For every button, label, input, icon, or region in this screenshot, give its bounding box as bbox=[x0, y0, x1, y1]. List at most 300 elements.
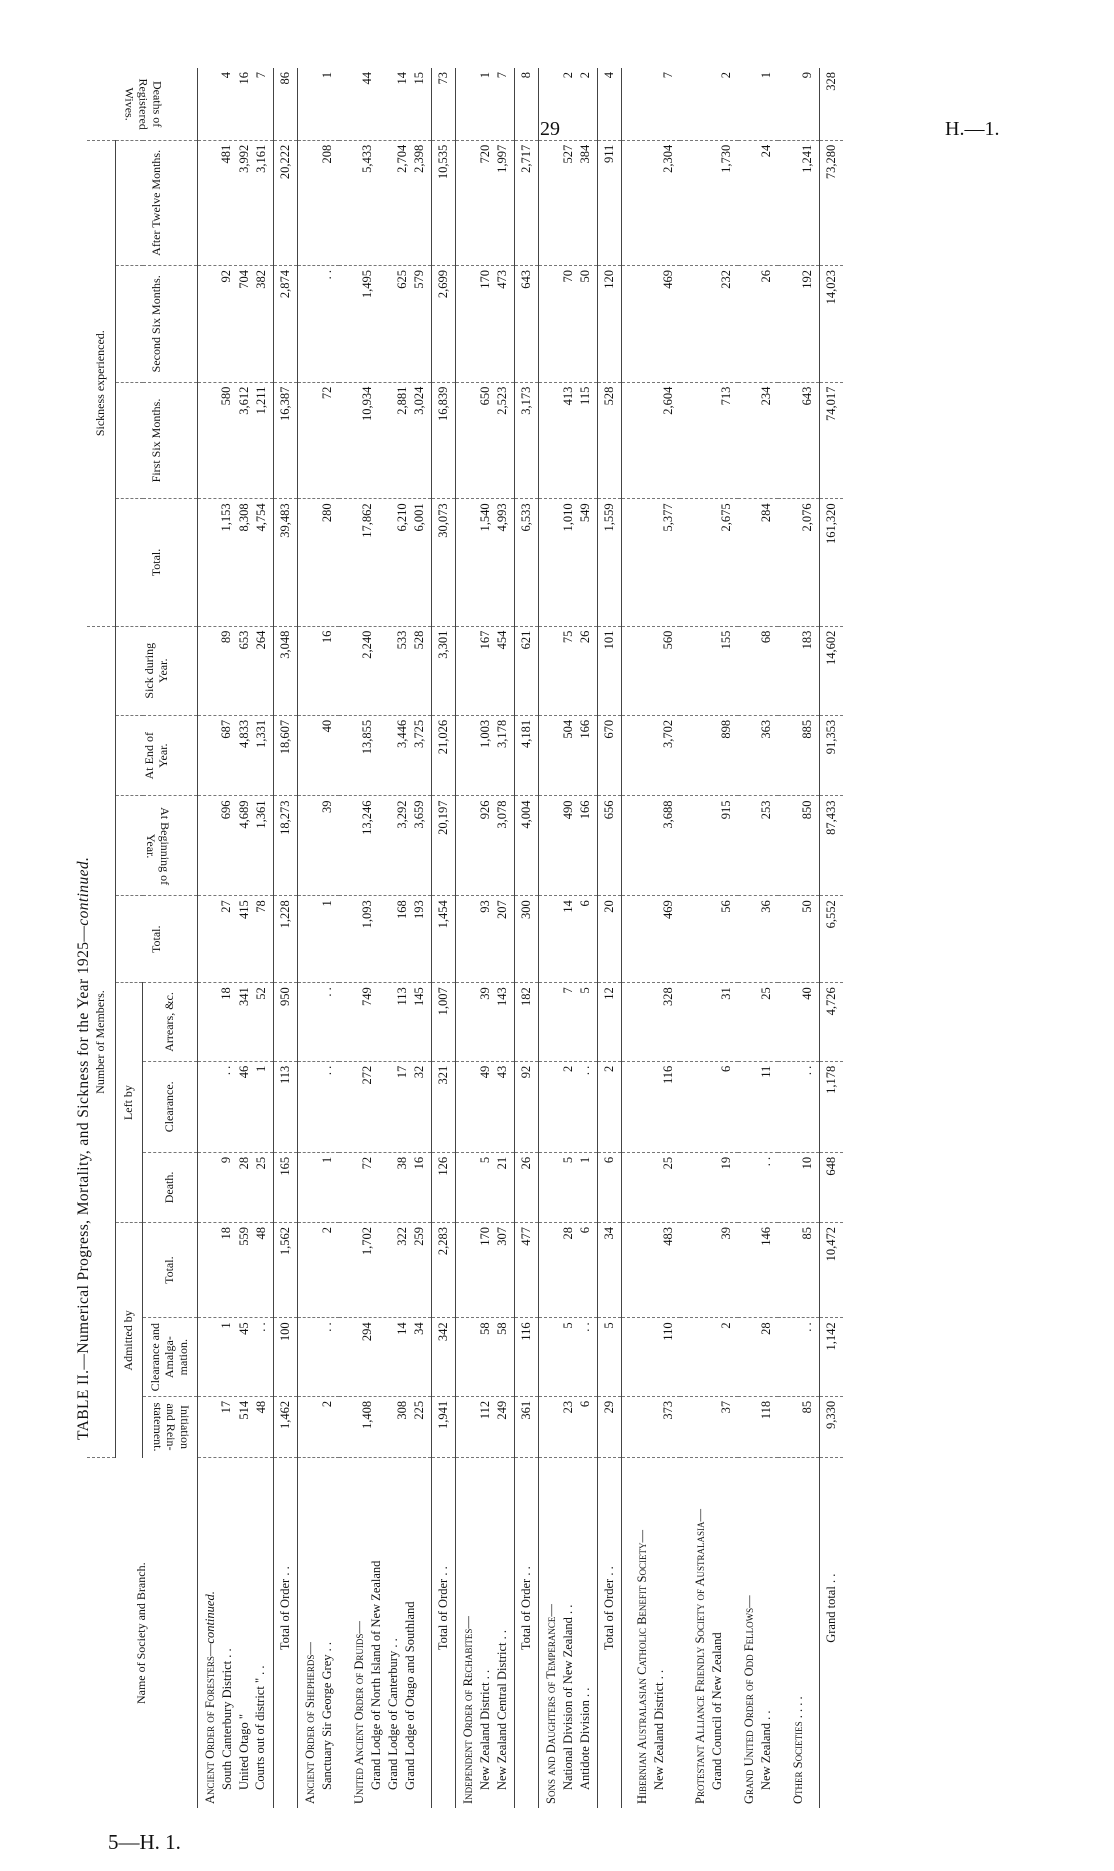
cell-left-total bbox=[622, 896, 680, 983]
cell-value: 5 bbox=[477, 1156, 492, 1164]
society-heading-text: Ancient Order of Shepherds— bbox=[302, 1642, 317, 1804]
cell-after-twelve: 2,717 bbox=[515, 140, 539, 265]
header-clearance-amalgamation: Clearance and Amalga-mation. bbox=[143, 1318, 198, 1397]
cell-value: 1,702 bbox=[360, 1226, 374, 1256]
cell-second-six: 2,874 bbox=[274, 265, 298, 382]
cell-clearance bbox=[680, 1061, 738, 1152]
cell-sick-total bbox=[198, 499, 274, 626]
cell-value: 341 bbox=[236, 987, 251, 1006]
cell-wives: 8 bbox=[515, 68, 539, 140]
cell-initiation bbox=[339, 1396, 432, 1458]
cell-second-six bbox=[198, 265, 274, 382]
cell-value: 469 bbox=[660, 269, 675, 289]
cell-first-six bbox=[456, 382, 515, 499]
cell-value: 25 bbox=[660, 1156, 675, 1170]
cell-after-twelve bbox=[778, 140, 819, 265]
cell-value: 898 bbox=[718, 719, 733, 739]
cell-value: 1,408 bbox=[360, 1400, 374, 1430]
cell-value: 28 bbox=[560, 1226, 575, 1240]
cell-initiation: 1,941 bbox=[432, 1396, 456, 1458]
cell-sick-during bbox=[298, 626, 339, 715]
cell-arrears bbox=[298, 983, 339, 1062]
cell-first-six: 74,017 bbox=[819, 382, 843, 499]
cell-clear-amalg bbox=[622, 1318, 680, 1397]
branch-name: New Zealand District . . bbox=[477, 1669, 492, 1790]
cell-value: 280 bbox=[319, 503, 334, 523]
cell-value: . . bbox=[319, 1065, 334, 1076]
society-heading-suffix: continued. bbox=[203, 1591, 217, 1644]
cell-death: 648 bbox=[819, 1152, 843, 1222]
cell-after-twelve bbox=[622, 140, 680, 265]
cell-clear-amalg: 1,142 bbox=[819, 1318, 843, 1397]
cell-value: 14 bbox=[394, 1322, 409, 1335]
cell-first-six bbox=[738, 382, 779, 499]
row-name bbox=[622, 1458, 680, 1808]
society-heading-text: Hibernian Australasian Catholic Benefit Society— bbox=[635, 1530, 650, 1804]
cell-after-twelve bbox=[298, 140, 339, 265]
cell-end: 670 bbox=[598, 715, 622, 796]
cell-arrears: 4,726 bbox=[819, 983, 843, 1062]
cell-value: 14 bbox=[560, 900, 575, 913]
cell-value: 52 bbox=[253, 987, 268, 1000]
society-heading-text: Independent Order of Rechabites— bbox=[461, 1616, 475, 1804]
cell-value: 373 bbox=[660, 1400, 675, 1420]
branch-name: New Zealand District . . bbox=[652, 1669, 667, 1790]
cell-clearance bbox=[738, 1061, 779, 1152]
cell-left-total bbox=[738, 896, 779, 983]
cell-value: 11 bbox=[759, 1065, 773, 1078]
cell-sick-during bbox=[539, 626, 598, 715]
cell-value: 6 bbox=[577, 900, 592, 907]
cell-value: 720 bbox=[477, 144, 492, 164]
cell-death: 165 bbox=[274, 1152, 298, 1222]
cell-value: 322 bbox=[394, 1226, 409, 1246]
cell-initiation bbox=[680, 1396, 738, 1458]
cell-sick-total bbox=[738, 499, 779, 626]
branch-name: Antidote Division . . bbox=[577, 1687, 592, 1790]
cell-value: 118 bbox=[759, 1400, 773, 1420]
cell-value: 13,246 bbox=[360, 800, 374, 835]
cell-value: 294 bbox=[360, 1322, 374, 1342]
cell-beginning bbox=[778, 796, 819, 896]
cell-value: 473 bbox=[494, 269, 509, 289]
cell-beginning bbox=[298, 796, 339, 896]
cell-value: 3,702 bbox=[660, 719, 675, 748]
cell-initiation: 9,330 bbox=[819, 1396, 843, 1458]
cell-value: 363 bbox=[759, 719, 773, 739]
cell-admit-total bbox=[456, 1222, 515, 1317]
cell-left-total: 20 bbox=[598, 896, 622, 983]
cell-value: 328 bbox=[660, 987, 675, 1006]
header-first-six: First Six Months. bbox=[116, 382, 198, 499]
society-heading-text: Ancient Order of Foresters— bbox=[203, 1643, 217, 1804]
cell-value: 384 bbox=[577, 144, 592, 164]
header-left-total: Total. bbox=[116, 896, 198, 983]
cell-value: 234 bbox=[759, 386, 773, 406]
cell-value: 208 bbox=[319, 144, 334, 164]
cell-value: 1 bbox=[319, 72, 334, 79]
cell-wives bbox=[198, 68, 274, 140]
cell-value: 3,688 bbox=[660, 800, 675, 829]
cell-death bbox=[339, 1152, 432, 1222]
cell-admit-total bbox=[622, 1222, 680, 1317]
cell-second-six bbox=[622, 265, 680, 382]
cell-wives bbox=[622, 68, 680, 140]
cell-value: 44 bbox=[360, 72, 374, 85]
cell-value: 253 bbox=[759, 800, 773, 820]
row-name bbox=[274, 1458, 298, 1808]
cell-end: 18,607 bbox=[274, 715, 298, 796]
header-initiation: Initiation and Rein-statement. bbox=[143, 1396, 198, 1458]
cell-second-six: 2,699 bbox=[432, 265, 456, 382]
cell-death bbox=[622, 1152, 680, 1222]
branch-name: Grand Lodge of Otago and Southland bbox=[402, 1601, 417, 1790]
cell-value: 10,934 bbox=[360, 386, 374, 422]
cell-left-total bbox=[298, 896, 339, 983]
branch-name: Grand Council of New Zealand bbox=[709, 1632, 724, 1790]
cell-sick-during bbox=[738, 626, 779, 715]
cell-sick-during: 3,301 bbox=[432, 626, 456, 715]
society-heading bbox=[741, 1462, 758, 1804]
cell-value: 5 bbox=[560, 1156, 575, 1164]
cell-value: 1,093 bbox=[360, 900, 374, 929]
cell-value: 625 bbox=[394, 269, 409, 289]
cell-clearance: 321 bbox=[432, 1061, 456, 1152]
header-at-beginning: At Beginning of Year. bbox=[116, 796, 198, 896]
cell-value: 8,308 bbox=[236, 503, 251, 532]
cell-end bbox=[539, 715, 598, 796]
cell-wives: 4 bbox=[598, 68, 622, 140]
cell-arrears bbox=[198, 983, 274, 1062]
table-title-text: TABLE II.—Numerical Progress, Mortality, and Sickness for the Year 1925— bbox=[75, 925, 92, 1440]
cell-initiation bbox=[456, 1396, 515, 1458]
cell-clear-amalg: 5 bbox=[598, 1318, 622, 1397]
cell-sick-during: 621 bbox=[515, 626, 539, 715]
header-sickness-experienced: Sickness experienced. bbox=[87, 140, 116, 626]
cell-value: 19 bbox=[718, 1156, 733, 1170]
row-name bbox=[680, 1458, 738, 1808]
cell-value: 6 bbox=[577, 1400, 592, 1408]
cell-value: 653 bbox=[236, 630, 251, 650]
cell-value: 1 bbox=[219, 1322, 234, 1329]
cell-value: 1 bbox=[759, 72, 773, 79]
cell-value: 68 bbox=[759, 630, 773, 644]
cell-value: 3,024 bbox=[411, 386, 426, 415]
cell-value: 2,304 bbox=[660, 144, 675, 173]
cell-arrears bbox=[539, 983, 598, 1062]
cell-arrears bbox=[622, 983, 680, 1062]
cell-sick-total: 30,073 bbox=[432, 499, 456, 626]
header-admit-total: Total. bbox=[143, 1222, 198, 1317]
cell-value: 85 bbox=[799, 1226, 814, 1240]
cell-value: 3,178 bbox=[494, 719, 509, 748]
society-heading bbox=[790, 1462, 807, 1804]
cell-value: . . bbox=[219, 1065, 234, 1076]
cell-value: 413 bbox=[560, 386, 575, 406]
cell-beginning bbox=[339, 796, 432, 896]
cell-death bbox=[778, 1152, 819, 1222]
branch-name: New Zealand . . bbox=[759, 1710, 773, 1790]
society-heading bbox=[202, 1462, 219, 1804]
page-number: 29 bbox=[540, 118, 560, 140]
cell-value: 146 bbox=[759, 1226, 773, 1246]
cell-sick-during: 3,048 bbox=[274, 626, 298, 715]
branch-name: Sanctuary Sir George Grey . . bbox=[319, 1642, 334, 1790]
cell-value: 6 bbox=[718, 1065, 733, 1072]
cell-second-six bbox=[298, 265, 339, 382]
cell-clear-amalg bbox=[680, 1318, 738, 1397]
cell-value: 4,993 bbox=[494, 503, 509, 532]
cell-value: 26 bbox=[577, 630, 592, 644]
cell-left-total bbox=[680, 896, 738, 983]
cell-value: 2 bbox=[718, 72, 733, 79]
cell-first-six bbox=[680, 382, 738, 499]
cell-after-twelve bbox=[339, 140, 432, 265]
cell-value: 6 bbox=[577, 1226, 592, 1234]
cell-sick-during: 101 bbox=[598, 626, 622, 715]
cell-value: 1 bbox=[319, 900, 334, 907]
cell-value: 5 bbox=[577, 987, 592, 994]
cell-value: 259 bbox=[411, 1226, 426, 1246]
cell-value: 18 bbox=[219, 987, 234, 1000]
header-deaths-wives: Deaths of Registered Wives. bbox=[87, 68, 198, 140]
header-sick-total: Total. bbox=[116, 499, 198, 626]
cell-value: 70 bbox=[560, 269, 575, 283]
cell-value: 2 bbox=[319, 1400, 334, 1408]
cell-value: 3,161 bbox=[253, 144, 268, 173]
header-after-twelve: After Twelve Months. bbox=[116, 140, 198, 265]
cell-value: 6,001 bbox=[411, 503, 426, 532]
cell-value: 249 bbox=[494, 1400, 509, 1420]
row-name bbox=[432, 1458, 456, 1808]
cell-after-twelve bbox=[198, 140, 274, 265]
branch-name: South Canterbury District . . bbox=[219, 1648, 234, 1790]
cell-value: 49 bbox=[477, 1065, 492, 1079]
cell-value: 382 bbox=[253, 269, 268, 289]
cell-value: 16 bbox=[319, 630, 334, 644]
cell-admit-total bbox=[339, 1222, 432, 1317]
society-heading bbox=[692, 1462, 709, 1804]
cell-value: 170 bbox=[477, 269, 492, 289]
cell-value: 483 bbox=[660, 1226, 675, 1246]
cell-value: 56 bbox=[718, 900, 733, 913]
cell-sick-total: 161,320 bbox=[819, 499, 843, 626]
cell-value: 16 bbox=[411, 1156, 426, 1170]
cell-value: 72 bbox=[319, 386, 334, 400]
cell-value: 3,992 bbox=[236, 144, 251, 173]
cell-value: 58 bbox=[477, 1322, 492, 1335]
total-row bbox=[598, 68, 622, 1808]
cell-value: 21 bbox=[494, 1156, 509, 1170]
cell-arrears: 12 bbox=[598, 983, 622, 1062]
cell-value: 9 bbox=[799, 72, 814, 79]
total-row bbox=[432, 68, 456, 1808]
cell-value: 454 bbox=[494, 630, 509, 650]
cell-end bbox=[680, 715, 738, 796]
row-name bbox=[198, 1458, 274, 1808]
cell-end bbox=[198, 715, 274, 796]
cell-value: 2,523 bbox=[494, 386, 509, 415]
cell-value: 17,862 bbox=[360, 503, 374, 538]
cell-left-total bbox=[198, 896, 274, 983]
cell-sick-during bbox=[456, 626, 515, 715]
cell-clear-amalg: 342 bbox=[432, 1318, 456, 1397]
cell-value: 696 bbox=[219, 800, 234, 820]
cell-second-six: 14,023 bbox=[819, 265, 843, 382]
cell-value: 17 bbox=[394, 1065, 409, 1079]
cell-admit-total bbox=[778, 1222, 819, 1317]
branch-name: United Otago " bbox=[236, 1714, 251, 1790]
cell-value: 560 bbox=[660, 630, 675, 650]
cell-value: 307 bbox=[494, 1226, 509, 1246]
cell-value: 915 bbox=[718, 800, 733, 820]
cell-after-twelve: 73,280 bbox=[819, 140, 843, 265]
row-name bbox=[515, 1458, 539, 1808]
cell-first-six bbox=[778, 382, 819, 499]
cell-value: 9 bbox=[219, 1156, 234, 1164]
cell-value: 7 bbox=[253, 72, 268, 79]
total-label: Total of Order . . bbox=[602, 1566, 617, 1651]
society-heading bbox=[351, 1462, 368, 1804]
cell-value: 2,604 bbox=[660, 386, 675, 415]
society-row bbox=[680, 68, 738, 1808]
cell-left-total bbox=[778, 896, 819, 983]
society-heading bbox=[460, 1462, 477, 1804]
cell-clear-amalg bbox=[539, 1318, 598, 1397]
cell-beginning bbox=[680, 796, 738, 896]
society-heading-text: Other Societies . . . . bbox=[791, 1696, 806, 1804]
cell-value: . . bbox=[577, 1322, 592, 1332]
cell-value: 23 bbox=[560, 1400, 575, 1414]
row-name bbox=[738, 1458, 779, 1808]
cell-beginning bbox=[738, 796, 779, 896]
cell-value: 193 bbox=[411, 900, 426, 919]
grand-total-row bbox=[819, 68, 843, 1808]
cell-left-total: 1,454 bbox=[432, 896, 456, 983]
branch-name: National Division of New Zealand . . bbox=[560, 1604, 575, 1790]
cell-value: 713 bbox=[718, 386, 733, 406]
cell-after-twelve bbox=[456, 140, 515, 265]
cell-death bbox=[298, 1152, 339, 1222]
header-left-by: Left by bbox=[116, 983, 143, 1223]
cell-value: 7 bbox=[494, 72, 509, 79]
row-name bbox=[298, 1458, 339, 1808]
cell-value: 926 bbox=[477, 800, 492, 820]
cell-value: 5,433 bbox=[360, 144, 374, 173]
cell-value: 4,833 bbox=[236, 719, 251, 748]
branch-name: Grand Lodge of North Island of New Zealand bbox=[369, 1560, 384, 1790]
cell-left-total: 1,228 bbox=[274, 896, 298, 983]
cell-first-six: 3,173 bbox=[515, 382, 539, 499]
cell-value: 308 bbox=[394, 1400, 409, 1420]
society-heading-text: Sons and Daughters of Temperance— bbox=[544, 1604, 558, 1804]
cell-arrears bbox=[339, 983, 432, 1062]
cell-value: 10 bbox=[799, 1156, 814, 1170]
row-name bbox=[778, 1458, 819, 1808]
cell-first-six bbox=[198, 382, 274, 499]
cell-first-six: 16,387 bbox=[274, 382, 298, 499]
society-heading bbox=[302, 1462, 319, 1804]
cell-value: 2,240 bbox=[360, 630, 374, 659]
cell-left-total bbox=[456, 896, 515, 983]
cell-value: 39 bbox=[319, 800, 334, 813]
cell-clearance bbox=[539, 1061, 598, 1152]
cell-value: 2 bbox=[560, 72, 575, 79]
cell-value: 46 bbox=[236, 1065, 251, 1079]
society-heading bbox=[543, 1462, 560, 1804]
cell-value: 1,153 bbox=[219, 503, 234, 532]
row-name bbox=[539, 1458, 598, 1808]
cell-end: 4,181 bbox=[515, 715, 539, 796]
cell-clear-amalg bbox=[456, 1318, 515, 1397]
total-row bbox=[274, 68, 298, 1808]
cell-value: . . bbox=[319, 269, 334, 280]
cell-left-total bbox=[539, 896, 598, 983]
cell-clear-amalg bbox=[298, 1318, 339, 1397]
cell-wives bbox=[298, 68, 339, 140]
cell-value: 167 bbox=[477, 630, 492, 650]
cell-value: 284 bbox=[759, 503, 773, 523]
cell-first-six bbox=[339, 382, 432, 499]
cell-second-six bbox=[680, 265, 738, 382]
cell-value: 207 bbox=[494, 900, 509, 919]
cell-value: 36 bbox=[759, 900, 773, 913]
cell-value: 48 bbox=[253, 1226, 268, 1240]
cell-clearance bbox=[456, 1061, 515, 1152]
cell-sick-total bbox=[539, 499, 598, 626]
cell-value: 225 bbox=[411, 1400, 426, 1420]
cell-value: 112 bbox=[477, 1400, 492, 1420]
cell-value: 533 bbox=[394, 630, 409, 650]
cell-first-six bbox=[298, 382, 339, 499]
cell-value: 1 bbox=[319, 1156, 334, 1164]
cell-beginning bbox=[198, 796, 274, 896]
cell-beginning bbox=[456, 796, 515, 896]
cell-value: 504 bbox=[560, 719, 575, 739]
header-clearance: Clearance. bbox=[143, 1061, 198, 1152]
table-title-continued: continued. bbox=[75, 856, 92, 926]
cell-sick-during bbox=[198, 626, 274, 715]
cell-value: 2,675 bbox=[718, 503, 733, 532]
cell-value: 1,495 bbox=[360, 269, 374, 299]
cell-value: 1 bbox=[577, 1156, 592, 1164]
cell-value: 850 bbox=[799, 800, 814, 820]
cell-value: 192 bbox=[799, 269, 814, 289]
cell-clearance bbox=[339, 1061, 432, 1152]
cell-death: 126 bbox=[432, 1152, 456, 1222]
cell-admit-total bbox=[680, 1222, 738, 1317]
cell-value: 45 bbox=[236, 1322, 251, 1335]
cell-arrears: 1,007 bbox=[432, 983, 456, 1062]
cell-value: 39 bbox=[477, 987, 492, 1000]
cell-sick-total bbox=[622, 499, 680, 626]
cell-value: 3,292 bbox=[394, 800, 409, 829]
cell-value: 92 bbox=[219, 269, 234, 283]
cell-value: 2,398 bbox=[411, 144, 426, 173]
cell-arrears: 182 bbox=[515, 983, 539, 1062]
row-name bbox=[456, 1458, 515, 1808]
cell-end bbox=[622, 715, 680, 796]
cell-admit-total: 477 bbox=[515, 1222, 539, 1317]
cell-value: 2 bbox=[718, 1322, 733, 1329]
cell-value: 85 bbox=[799, 1400, 814, 1414]
cell-wives: 86 bbox=[274, 68, 298, 140]
cell-first-six bbox=[539, 382, 598, 499]
cell-initiation: 361 bbox=[515, 1396, 539, 1458]
cell-value: 17 bbox=[219, 1400, 234, 1414]
cell-clear-amalg bbox=[738, 1318, 779, 1397]
cell-value: 31 bbox=[718, 987, 733, 1000]
